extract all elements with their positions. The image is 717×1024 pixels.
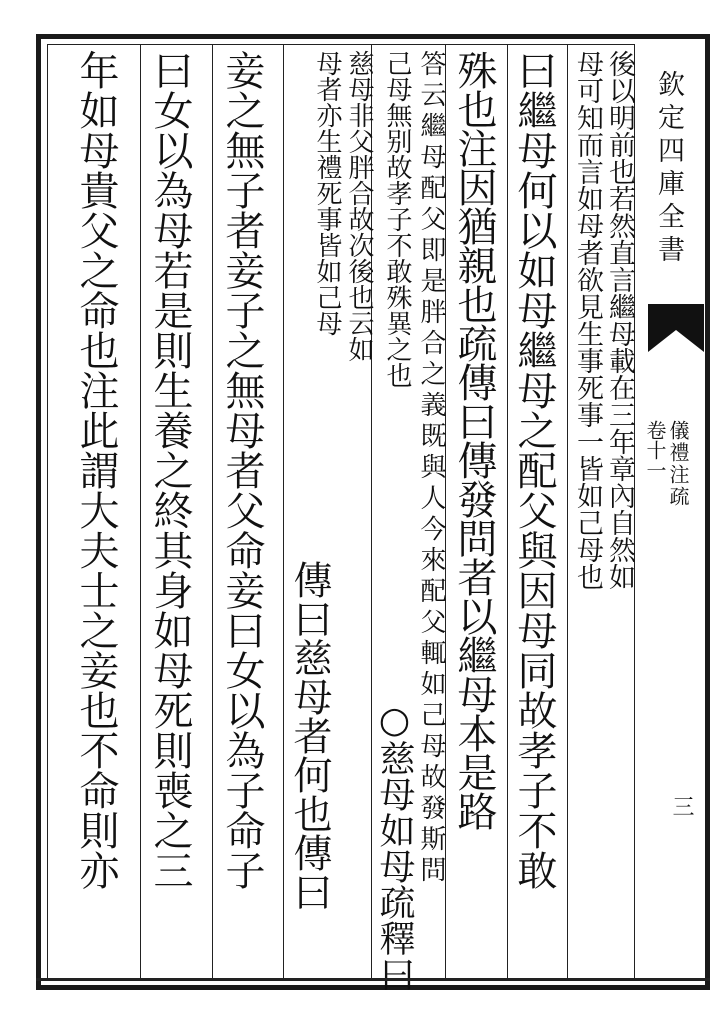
note-column-4: 母者亦生禮死事皆如己母 (312, 50, 342, 336)
fish-tail-icon (646, 300, 706, 360)
text-column-1: 後以明前也若然直言繼母載在三年章內自然如 (604, 50, 635, 590)
note-column-2: 己母無别故孝子不敢殊異之也 (382, 50, 412, 388)
text-column-4: 殊也注因猶親也疏傳曰傳發問者以繼母本是路 (451, 50, 497, 830)
note-column-1 (418, 50, 444, 887)
text-column-5: 妾之無子者妾子之無母者父命妾曰女以為子命子 (219, 50, 265, 890)
text-column-6: 曰女以為母若是則生養之終其身如母死則喪之三 (147, 50, 193, 890)
book-title: 欽定四庫全書 (653, 70, 684, 268)
circle-mark: ○ (374, 700, 415, 741)
note-column-3: 慈母非父胖合故次後也云如 (344, 50, 374, 362)
note-text: 答云繼母配父即是胖合之義既與人今來配父輒如己母故發斯問 (416, 50, 446, 887)
column-rule (507, 45, 508, 979)
text-column-7: 年如母貴父之命也注此謂大夫士之妾也不命則亦 (73, 50, 119, 890)
text-column-3: 曰繼母何以如母繼母之配父與因母同故孝子不敢 (511, 50, 557, 890)
ci-mu-heading: 慈母如母疏釋曰 (374, 740, 415, 992)
page-marker: 三 (669, 795, 694, 817)
zhuan-question: 傳曰慈母者何也傳曰 (287, 560, 332, 911)
column-rule (140, 45, 141, 979)
juan-number: 卷十一 (643, 420, 667, 480)
column-rule (567, 45, 568, 979)
text-column-2: 母可知而言如母者欲見生事死事一皆如己母也 (572, 50, 603, 590)
column-rule (283, 45, 284, 979)
juan-title: 儀禮注疏 (666, 420, 690, 508)
column-rule (212, 45, 213, 979)
bottom-border (36, 978, 710, 981)
